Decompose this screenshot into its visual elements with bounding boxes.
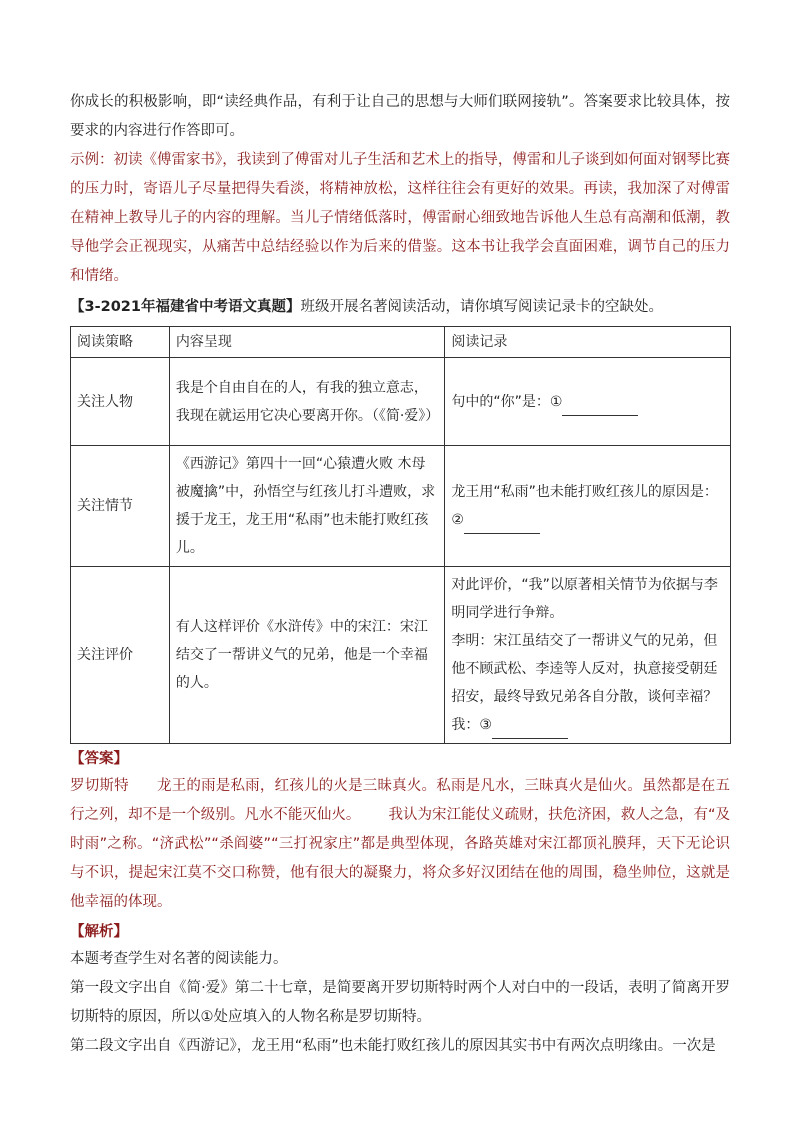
question-text: 班级开展名著阅读活动，请你填写阅读记录卡的空缺处。 <box>300 299 663 315</box>
analysis-paragraph: 本题考查学生对名著的阅读能力。 <box>70 951 288 967</box>
row-strategy: 关注人物 <box>71 358 170 446</box>
analysis-paragraph: 第一段文字出自《简·爱》第二十七章，是简要离开罗切斯特时两个人对白中的一段话，表明了简离开罗切斯特的原因，所以①处应填入的人物名称是罗切斯特。 <box>70 980 730 1025</box>
question-line <box>70 293 730 322</box>
record-text: 我：③ <box>451 717 492 733</box>
row-record <box>445 446 731 567</box>
table-row <box>71 446 731 567</box>
reading-record-table <box>70 326 731 744</box>
answer-paragraph <box>70 772 730 917</box>
answer-blank-2[interactable] <box>464 515 540 534</box>
header-record: 阅读记录 <box>445 327 731 358</box>
analysis-label: 【解析】 <box>70 924 128 940</box>
analysis-paragraph: 第二段文字出自《西游记》，龙王用“私雨”也未能打败红孩儿的原因其实书中有两次点明缘由。一次是 <box>70 1038 716 1054</box>
table-header-row <box>71 327 731 358</box>
record-text: 李明：宋江虽结交了一帮讲义气的兄弟，但他不顾武松、李逵等人反对，执意接受朝廷招安，最终导致兄弟各自分散，谈何幸福？ <box>451 633 718 705</box>
table-row <box>71 358 731 446</box>
record-text: 对此评价，“我”以原著相关情节为依据与李明同学进行争辩。 <box>451 577 718 621</box>
intro-paragraph: 你成长的积极影响，即“读经典作品，有利于让自己的思想与大师们联网接轨”。答案要求比较具体，按要求的内容进行作答即可。 <box>70 94 730 139</box>
document-page <box>70 88 730 1061</box>
table-row <box>71 567 731 744</box>
row-strategy: 关注情节 <box>71 446 170 567</box>
header-content: 内容呈现 <box>169 327 445 358</box>
row-content: 有人这样评价《水浒传》中的宋江：宋江结交了一帮讲义气的兄弟，他是一个幸福的人。 <box>169 567 445 744</box>
answer-3: 我认为宋江能仗义疏财，扶危济困，救人之急，有“及时雨”之称。“济武松”“杀阎婆”“三打祝家庄”都是典型体现，各路英雄对宋江都顶礼膜拜，天下无论识与不识，提起宋江莫不交口称赞，他有很大的凝聚力，将众多好汉团结在他的周围，稳坐帅位，这就是他幸福的体现。 <box>70 807 730 910</box>
row-record <box>445 567 731 744</box>
record-text: 龙王用“私雨”也未能打败红孩儿的原因是：② <box>451 484 718 528</box>
row-content: 我是个自由自在的人，有我的独立意志，我现在就运用它决心要离开你。（《简·爱》） <box>169 358 445 446</box>
answer-2: 龙王的雨是私雨，红孩儿的火是三昧真火。私雨是凡水，三昧真火是仙火。虽然都是在五行之列，却不是一个级别。凡水不能灭仙火。 <box>70 778 731 823</box>
row-content: 《西游记》第四十一回“心猿遭火败 木母被魔擒”中，孙悟空与红孩儿打斗遭败，求援于龙王，龙王用“私雨”也未能打败红孩儿。 <box>169 446 445 567</box>
record-line <box>451 711 724 739</box>
row-strategy: 关注评价 <box>71 567 170 744</box>
row-record <box>445 358 731 446</box>
record-text: 句中的“你”是：① <box>451 393 563 410</box>
answer-1: 罗切斯特 <box>70 778 129 794</box>
answer-blank-3[interactable] <box>492 720 568 739</box>
header-strategy: 阅读策略 <box>71 327 170 358</box>
answer-blank-1[interactable] <box>562 397 638 416</box>
question-tag: 【3-2021年福建省中考语文真题】 <box>70 299 301 315</box>
answer-label: 【答案】 <box>70 751 128 767</box>
example-paragraph: 示例：初读《傅雷家书》，我读到了傅雷对儿子生活和艺术上的指导，傅雷和儿子谈到如何面对钢琴比赛的压力时，寄语儿子尽量把得失看淡，将精神放松，这样往往会有更好的效果。再读，我加深了对傅雷在精神上教导儿子的内容的理解。当儿子情绪低落时，傅雷耐心细致地告诉他人生总有高潮和低潮，教导他学会正视现实，从痛苦中总结经验以作为后来的借鉴。这本书让我学会直面困难，调节自己的压力和情绪。 <box>70 152 730 284</box>
